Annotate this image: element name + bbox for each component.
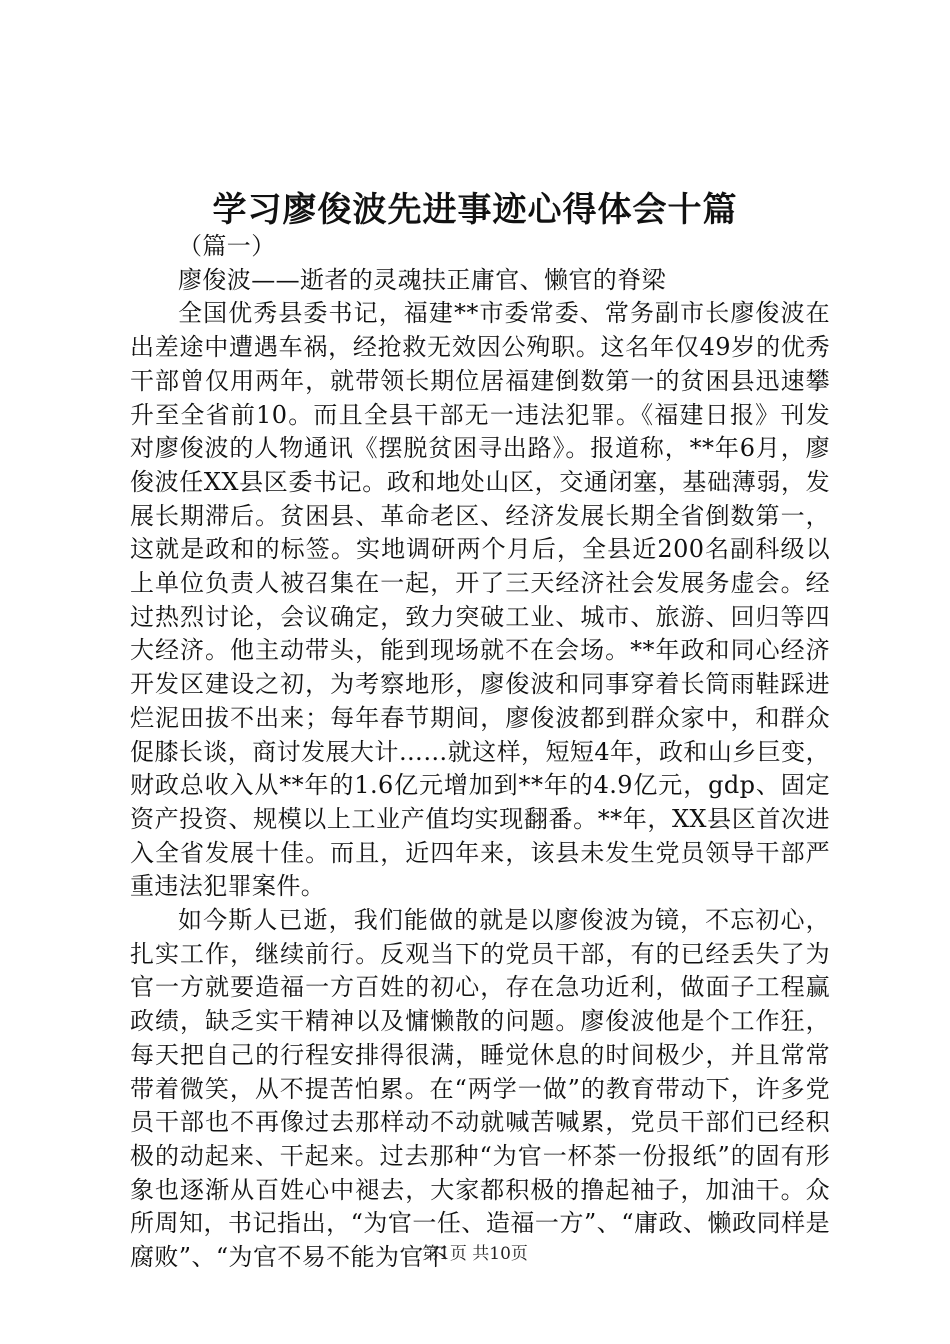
paragraph: 全国优秀县委书记，福建**市委常委、常务副市长廖俊波在出差途中遭遇车祸，经抢救无效因公殉职。这名年仅49岁的优秀干部曾仅用两年，就带领长期位居福建倒数第一的贫困县迅速攀升至全省前10。而且全县干部无一违法犯罪。《福建日报》刊发对廖俊波的人物通讯《摆脱贫困寻出路》。报道称，**年6月，廖俊波任XX县区委书记。政和地处山区，交通闭塞，基础薄弱，发展长期滞后。贫困县、革命老区、经济发展长期全省倒数第一，这就是政和的标签。实地调研两个月后，全县近200名副科级以上单位负责人被召集在一起，开了三天经济社会发展务虚会。经过热烈讨论，会议确定，致力突破工业、城市、旅游、回归等四大经济。他主动带头，能到现场就不在会场。**年政和同心经济开发区建设之初，为考察地形，廖俊波和同事穿着长筒雨鞋踩进烂泥田拔不出来；每年春节期间，廖俊波都到群众家中，和群众促膝长谈，商讨发展大计……就这样，短短4年，政和山乡巨变，财政总收入从**年的1.6亿元增加到**年的4.9亿元，gdp、固定资产投资、规模以上工业产值均实现翻番。**年，XX县区首次进入全省发展十佳。而且，近四年来，该县未发生党员领导干部严重违法犯罪案件。 <box>130 299 830 901</box>
document-title: 学习廖俊波先进事迹心得体会十篇 <box>212 190 738 230</box>
page-footer: 第1页 共10页 <box>422 1244 528 1264</box>
paragraph: 如今斯人已逝，我们能做的就是以廖俊波为镜，不忘初心，扎实工作，继续前行。反观当下的党员干部，有的已经丢失了为官一方就要造福一方百姓的初心，存在急功近利，做面子工程赢政绩，缺乏实干精神以及慵懒散的问题。廖俊波他是个工作狂，每天把自己的行程安排得很满，睡觉休息的时间极少，并且常常带着微笑，从不提苦怕累。在“两学一做”的教育带动下，许多党员干部也不再像过去那样动不动就喊苦喊累，党员干部们已经积极的动起来、干起来。过去那种“为官一杯茶一份报纸”的固有形象也逐渐从百姓心中褪去，大家都积极的撸起袖子，加油干。众所周知，书记指出，“为官一任、造福一方”、“庸政、懒政同样是腐败”、“为官不易不能为官不 <box>130 906 830 1272</box>
section-label: （篇一） <box>178 232 276 260</box>
article-subtitle: 廖俊波——逝者的灵魂扶正庸官、懒官的脊梁 <box>178 265 666 294</box>
document-body <box>130 230 830 1275</box>
